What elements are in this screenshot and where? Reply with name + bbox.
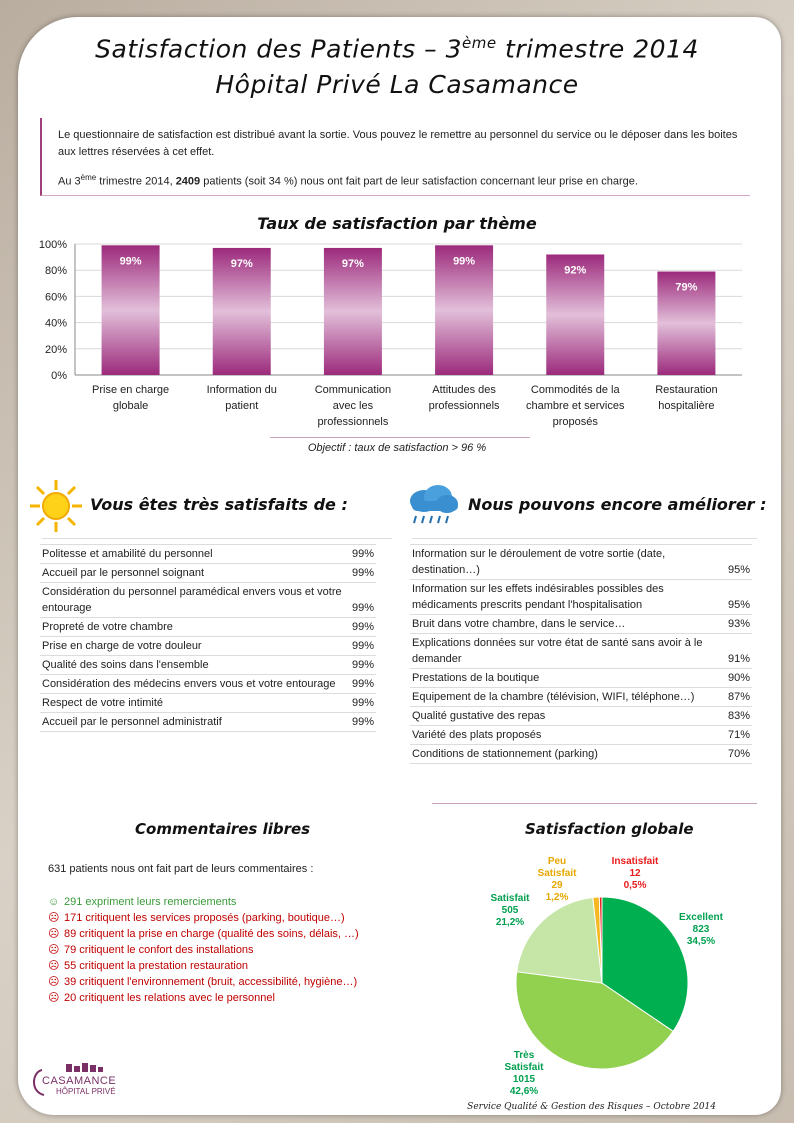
pie-slice-label: Très Satisfait 1015 42,6%: [504, 1050, 544, 1097]
improve-item-label: Information sur les effets indésirables possibles des médicaments prescrits pendant l'hospitalisation: [412, 583, 664, 611]
satisfied-item-label: Propreté de votre chambre: [42, 621, 173, 633]
comment-text: 39 critiquent l'environnement (bruit, accessibilité, hygiène…): [64, 976, 358, 988]
satisfied-item-value: 99%: [351, 567, 374, 579]
satisfied-item-row: [40, 636, 376, 655]
comments-list: [48, 894, 359, 1006]
improve-item-label: Variété des plats proposés: [412, 729, 542, 741]
decorative-line: [412, 538, 757, 539]
comment-text: 291 expriment leurs remerciements: [64, 896, 237, 908]
satisfied-item-value: 99%: [351, 659, 374, 671]
satisfied-item-row: [40, 693, 376, 712]
satisfied-item-row: [40, 712, 376, 732]
comments-title: Commentaires libres: [135, 820, 311, 838]
satisfied-item-value: 99%: [351, 678, 374, 690]
comment-text: 20 critiquent les relations avec le personnel: [64, 992, 275, 1004]
improve-item-label: Qualité gustative des repas: [412, 710, 546, 722]
comment-item: [48, 990, 359, 1006]
frown-icon: ☹: [48, 976, 60, 988]
y-tick-label: 40%: [44, 317, 67, 330]
frown-icon: ☹: [48, 960, 60, 972]
improve-item-value: 91%: [727, 653, 750, 665]
satisfied-item-row: [40, 655, 376, 674]
sun-icon: [28, 478, 84, 534]
decorative-line: [42, 538, 392, 539]
comment-item: [48, 894, 359, 910]
comment-item: [48, 926, 359, 942]
decorative-line: [432, 803, 757, 804]
footer-text: Service Qualité & Gestion des Risques – Octobre 2014: [467, 1102, 716, 1112]
pie-slice-label: Peu Satisfait 29 1,2%: [537, 856, 577, 903]
intro-paragraph-1: Le questionnaire de satisfaction est distribué avant la sortie. Vous pouvez le remettre au personnel du service ou le déposer dans les boites aux lettres réservées à cet effet.: [58, 129, 738, 158]
satisfied-item-value: 99%: [351, 640, 374, 652]
y-tick-label: 80%: [44, 265, 67, 278]
improve-item-label: Prestations de la boutique: [412, 672, 540, 684]
intro-box: [40, 118, 750, 196]
bar-data-label: 99%: [453, 255, 476, 268]
satisfied-item-value: 99%: [351, 716, 374, 728]
improve-item-value: 70%: [727, 748, 750, 760]
bar-data-label: 97%: [341, 257, 364, 270]
comments-intro: 631 patients nous ont fait part de leurs commentaires :: [48, 863, 314, 875]
comment-text: 55 critiquent la prestation restauration: [64, 960, 249, 972]
improve-item-label: Explications données sur votre état de santé sans avoir à le demander: [412, 637, 703, 665]
bar-data-label: 99%: [119, 255, 142, 268]
frown-icon: ☹: [48, 928, 60, 940]
satisfied-item-label: Qualité des soins dans l'ensemble: [42, 659, 209, 671]
theme-chart-title: Taux de satisfaction par thème: [257, 214, 537, 233]
x-category-label: Attitudes des professionnels: [428, 384, 500, 412]
rain-cloud-icon: [404, 483, 462, 527]
improve-item-value: 83%: [727, 710, 750, 722]
satisfied-item-value: 99%: [351, 602, 374, 614]
satisfied-list: [40, 544, 376, 732]
improve-item-row: [410, 687, 752, 706]
frown-icon: ☹: [48, 944, 60, 956]
y-tick-label: 20%: [44, 343, 67, 356]
pie-slice-label: Satisfait 505 21,2%: [490, 893, 530, 928]
improve-item-label: Information sur le déroulement de votre sortie (date, destination…): [412, 548, 666, 576]
objective-note: Objectif : taux de satisfaction > 96 %: [307, 442, 487, 454]
improve-item-value: 90%: [727, 672, 750, 684]
pie-slice-label: Insatisfait 12 0,5%: [611, 856, 659, 891]
casamance-logo: [28, 1062, 138, 1100]
bar-data-label: 92%: [564, 264, 587, 277]
x-category-label: Communication avec les professionnels: [314, 384, 392, 428]
global-satisfaction-title: Satisfaction globale: [525, 820, 694, 838]
bar-data-label: 79%: [675, 281, 698, 294]
x-category-label: Commodités de la chambre et services proposés: [526, 384, 625, 428]
satisfied-item-row: [40, 563, 376, 582]
x-category-label: Restauration hospitalière: [655, 384, 718, 412]
y-tick-label: 60%: [44, 291, 67, 304]
satisfied-item-label: Respect de votre intimité: [42, 697, 164, 709]
smiley-icon: ☺: [48, 896, 60, 908]
improve-item-value: 95%: [727, 599, 750, 611]
satisfied-item-row: [40, 544, 376, 563]
comment-text: 89 critiquent la prise en charge (qualité des soins, délais, …): [64, 928, 359, 940]
improve-list: [410, 544, 752, 764]
improve-item-label: Conditions de stationnement (parking): [412, 748, 598, 760]
satisfied-item-value: 99%: [351, 548, 374, 560]
satisfied-item-label: Considération du personnel paramédical envers vous et votre entourage: [42, 586, 342, 614]
decorative-line: [270, 437, 530, 438]
improve-item-row: [410, 744, 752, 764]
satisfied-item-row: [40, 582, 376, 617]
frown-icon: ☹: [48, 912, 60, 924]
improve-item-row: [410, 668, 752, 687]
improve-item-value: 95%: [727, 564, 750, 576]
page-title: Satisfaction des Patients – 3ème trimestre 2014: [95, 34, 699, 64]
satisfied-item-value: 99%: [351, 697, 374, 709]
comment-item: [48, 942, 359, 958]
comment-item: [48, 974, 359, 990]
improve-item-value: 93%: [727, 618, 750, 630]
intro-paragraph-2: Au 3ème trimestre 2014, 2409 patients (soit 34 %) nous ont fait part de leur satisfaction concernant leur prise en charge.: [58, 173, 638, 188]
improve-item-row: [410, 579, 752, 614]
logo-tagline: HÔPITAL PRIVÉ: [56, 1087, 116, 1096]
improve-item-label: Equipement de la chambre (télévision, WIFI, téléphone…): [412, 691, 695, 703]
improve-item-row: [410, 725, 752, 744]
comment-item: [48, 958, 359, 974]
satisfied-title: Vous êtes très satisfaits de :: [90, 495, 348, 514]
comment-text: 171 critiquent les services proposés (parking, boutique…): [64, 912, 345, 924]
x-category-label: Information du patient: [206, 384, 277, 412]
satisfied-item-label: Accueil par le personnel soignant: [42, 567, 205, 579]
satisfied-item-label: Accueil par le personnel administratif: [42, 716, 222, 728]
x-category-label: Prise en charge globale: [92, 384, 170, 412]
improve-item-value: 87%: [727, 691, 750, 703]
bar-data-label: 97%: [230, 257, 253, 270]
satisfied-item-label: Politesse et amabilité du personnel: [42, 548, 213, 560]
satisfied-item-value: 99%: [351, 621, 374, 633]
satisfied-item-row: [40, 674, 376, 693]
improve-item-row: [410, 544, 752, 579]
y-tick-label: 0%: [51, 370, 67, 382]
frown-icon: ☹: [48, 992, 60, 1004]
satisfied-item-row: [40, 617, 376, 636]
improve-item-row: [410, 706, 752, 725]
improve-item-value: 71%: [727, 729, 750, 741]
pie-slice-label: Excellent 823 34,5%: [679, 912, 723, 947]
satisfied-item-label: Considération des médecins envers vous et votre entourage: [42, 678, 336, 690]
y-tick-label: 100%: [38, 239, 67, 251]
improve-title: Nous pouvons encore améliorer :: [468, 495, 767, 514]
comment-text: 79 critiquent le confort des installations: [64, 944, 254, 956]
improve-item-row: [410, 633, 752, 668]
logo-name: CASAMANCE: [42, 1075, 117, 1087]
improve-item-row: [410, 614, 752, 633]
satisfied-item-label: Prise en charge de votre douleur: [42, 640, 202, 652]
page-subtitle: Hôpital Privé La Casamance: [215, 70, 579, 99]
theme-bar-chart: [30, 238, 770, 438]
comment-item: [48, 910, 359, 926]
improve-item-label: Bruit dans votre chambre, dans le service…: [412, 618, 626, 630]
